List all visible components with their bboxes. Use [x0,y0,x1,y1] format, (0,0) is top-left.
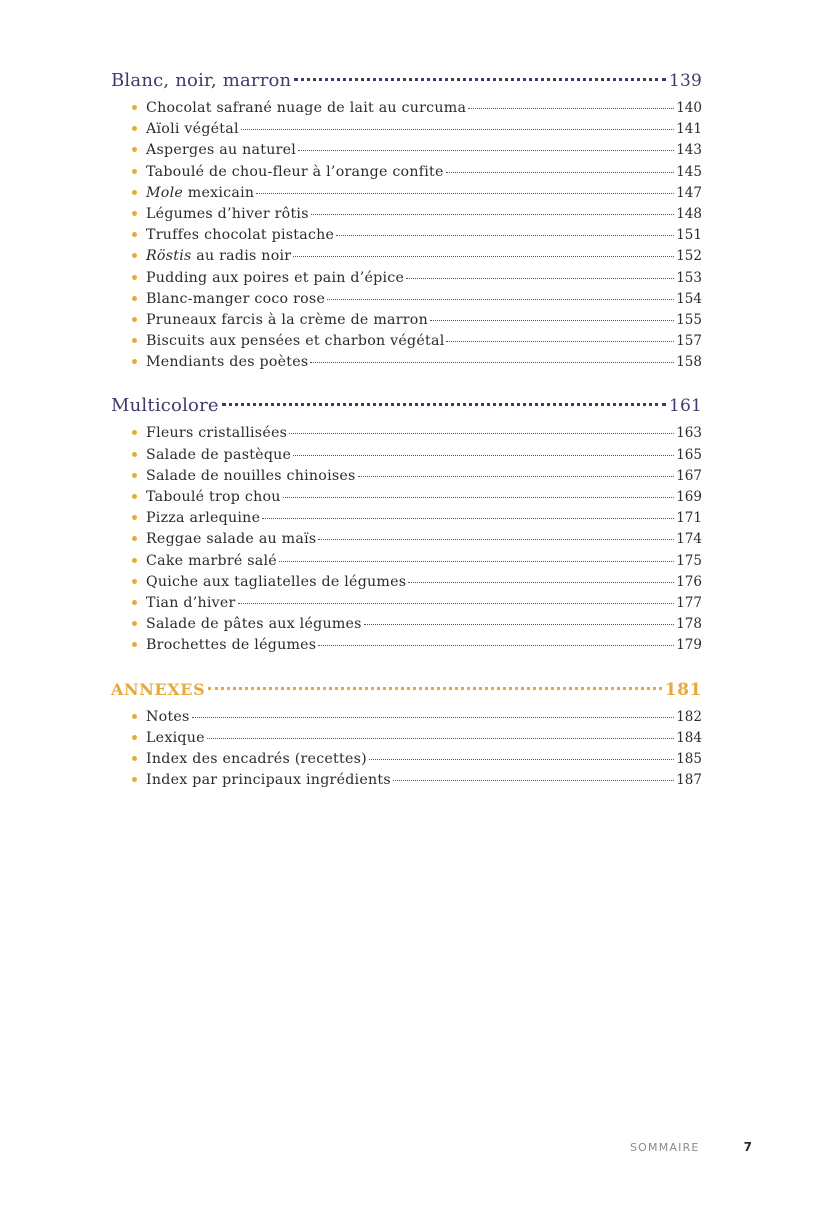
dot-leader [207,738,674,739]
page-footer [630,1140,752,1154]
dot-leader [279,561,674,562]
toc-entry[interactable] [146,423,702,444]
toc-entry[interactable] [146,728,702,749]
entry-label [146,331,444,352]
entry-label-text: Reggae salade au maïs [146,531,317,548]
entry-page-number: 176 [676,573,702,590]
bullet-icon [132,473,137,478]
entry-label [146,162,444,183]
bullet-icon [132,579,137,584]
entry-label-rest: mexicain [187,184,255,201]
bullet-icon [132,714,137,719]
entry-page-number: 152 [676,248,702,265]
dot-leader [318,645,674,646]
toc-entry[interactable] [146,707,702,728]
entry-label-text: Fleurs cristallisées [146,425,288,442]
entry-label-text: Notes [146,708,190,725]
entry-label-rest: au radis noir [196,248,292,265]
dot-leader [311,214,674,215]
entry-label [146,119,239,140]
toc-entry[interactable] [146,98,702,119]
bullet-icon [132,536,137,541]
bullet-icon [132,515,137,520]
entry-label [146,310,428,331]
entry-label [146,728,205,749]
entry-label [146,204,309,225]
entry-label [146,572,406,593]
toc-section [111,391,702,656]
toc-entry[interactable] [146,551,702,572]
entry-label-text: Pizza arlequine [146,510,261,527]
entry-page-number: 157 [676,333,702,350]
bullet-icon [132,735,137,740]
bullet-icon [132,494,137,499]
dot-leader [430,320,674,321]
entry-label-text: Salade de nouilles chinoises [146,467,356,484]
dot-leader [289,433,674,434]
entry-page-number: 155 [676,311,702,328]
toc-entry[interactable] [146,119,702,140]
entry-label-text: Lexique [146,729,205,746]
entry-label [146,445,291,466]
bullet-icon [132,211,137,216]
entry-label-text: Aïoli végétal [146,121,239,138]
dot-leader [298,150,674,151]
entry-label-text: Tian d’hiver [146,594,236,611]
bullet-icon [132,317,137,322]
entry-page-number: 153 [676,269,702,286]
entry-page-number: 141 [676,121,702,138]
bullet-icon [132,253,137,258]
entry-label-text: Légumes d’hiver rôtis [146,205,309,222]
entry-page-number: 151 [676,227,702,244]
bullet-icon [132,621,137,626]
bullet-icon [132,777,137,782]
toc-entry[interactable] [146,593,702,614]
toc-entry[interactable] [146,749,702,770]
entry-label [146,268,404,289]
toc-entry[interactable] [146,246,702,267]
dot-leader [406,278,674,279]
bullet-icon [132,756,137,761]
dot-leader [369,759,674,760]
entry-page-number: 187 [676,772,702,789]
dot-leader [208,687,661,690]
dot-leader [408,582,674,583]
dot-leader [262,518,674,519]
bullet-icon [132,296,137,301]
entry-label [146,551,277,572]
dot-leader [310,362,674,363]
entry-page-number: 171 [676,510,702,527]
bullet-icon [132,642,137,647]
entry-label-text: Chocolat safrané nuage de lait au curcuma [146,100,467,116]
toc-entry[interactable] [146,225,702,246]
running-head: SOMMAIRE [630,1141,700,1154]
entry-label [146,352,308,373]
entry-label [146,749,367,770]
dot-leader [318,539,674,540]
toc-entry[interactable] [146,140,702,161]
dot-leader [393,780,674,781]
section-title: Multicolore [111,395,219,417]
bullet-icon [132,275,137,280]
bullet-icon [132,600,137,605]
entry-page-number: 179 [676,637,702,654]
bullet-icon [132,190,137,195]
page-number: 7 [743,1140,752,1154]
entry-label [146,466,356,487]
toc-entry[interactable] [146,635,702,656]
dot-leader [241,129,674,130]
toc-entry[interactable] [146,770,702,791]
bullet-icon [132,232,137,237]
entry-label-text: Index des encadrés (recettes) [146,750,367,767]
entry-label-text: Asperges au naturel [146,142,297,159]
entry-page-number: 178 [676,616,702,633]
table-of-contents [111,66,702,809]
entry-label [146,635,316,656]
dot-leader [446,172,675,173]
bullet-icon [132,105,137,110]
dot-leader [192,717,675,718]
entry-page-number: 182 [676,708,702,725]
entry-label [146,614,362,635]
entry-page-number: 148 [676,205,702,222]
toc-entry[interactable] [146,183,702,204]
entry-page-number: 169 [676,489,702,505]
entry-page-number: 140 [676,100,702,116]
entry-label [146,246,291,267]
entry-label [146,289,325,310]
entry-label [146,770,391,791]
entry-page-number: 185 [676,750,702,767]
entry-label-text: Mendiants des poètes [146,354,309,371]
dot-leader [293,455,674,456]
dot-leader [283,497,675,498]
toc-entry[interactable] [146,268,702,289]
toc-section [111,66,702,373]
section-page-number: 181 [664,679,702,700]
section-page-number: 161 [668,396,702,417]
entry-italic-term: Mole [146,184,184,201]
dot-leader [468,108,674,109]
entry-label [146,225,334,246]
entry-label [146,593,236,614]
dot-leader [358,476,675,477]
entry-page-number: 175 [676,552,702,569]
entry-label [146,707,190,728]
dot-leader [364,624,675,625]
toc-entry[interactable] [146,310,702,331]
entry-page-number: 174 [676,531,702,548]
entry-list [111,423,702,656]
dot-leader [294,78,666,81]
entry-label-text: Blanc-manger coco rose [146,290,326,307]
entry-list [111,707,702,792]
entry-page-number: 143 [676,142,702,159]
entry-label-text: Brochettes de légumes [146,637,317,654]
entry-list [111,98,702,373]
entry-label-text: Salade de pâtes aux légumes [146,616,362,633]
entry-label-text: Index par principaux ingrédients [146,772,391,789]
toc-entry[interactable] [146,445,702,466]
dot-leader [238,603,675,604]
section-heading[interactable] [111,675,702,705]
toc-entry[interactable] [146,572,702,593]
bullet-icon [132,452,137,457]
entry-page-number: 184 [676,729,702,746]
bullet-icon [132,338,137,343]
entry-label-text: Pruneaux farcis à la crème de marron [146,311,428,328]
entry-label [146,183,254,204]
entry-label-text: Truffes chocolat pistache [146,227,335,244]
toc-entry[interactable] [146,352,702,373]
entry-label-text: Salade de pastèque [146,446,292,463]
entry-label-text: Taboulé trop chou [146,489,281,505]
toc-entry[interactable] [146,162,702,183]
entry-page-number: 177 [676,594,702,611]
toc-entry[interactable] [146,204,702,225]
toc-entry[interactable] [146,487,702,508]
entry-label [146,423,287,444]
dot-leader [256,193,674,194]
toc-entry[interactable] [146,331,702,352]
entry-page-number: 147 [676,184,702,201]
entry-page-number: 158 [676,354,702,371]
bullet-icon [132,126,137,131]
toc-entry[interactable] [146,508,702,529]
entry-label [146,487,281,508]
dot-leader [446,341,674,342]
entry-label [146,529,316,550]
section-heading[interactable] [111,391,702,421]
section-heading[interactable] [111,66,702,96]
toc-entry[interactable] [146,289,702,310]
entry-italic-term: Röstis [146,248,192,265]
entry-page-number: 165 [676,446,702,463]
bullet-icon [132,430,137,435]
section-title: Blanc, noir, marron [111,70,292,91]
bullet-icon [132,169,137,174]
entry-label-text: Quiche aux tagliatelles de légumes [146,573,407,590]
entry-page-number: 154 [676,290,702,307]
toc-entry[interactable] [146,466,702,487]
bullet-icon [132,147,137,152]
dot-leader [336,235,674,236]
dot-leader [222,403,666,406]
bullet-icon [132,359,137,364]
bullet-icon [132,558,137,563]
entry-label-text: Taboulé de chou-fleur à l’orange confite [146,163,444,180]
section-title: ANNEXES [111,679,206,699]
entry-label-text: Biscuits aux pensées et charbon végétal [146,333,445,350]
entry-page-number: 145 [676,163,702,180]
entry-label-text: Cake marbré salé [146,552,277,569]
entry-label [146,98,466,119]
entry-label [146,508,260,529]
toc-entry[interactable] [146,529,702,550]
entry-label-text: Pudding aux poires et pain d’épice [146,269,405,286]
entry-page-number: 163 [676,425,702,442]
entry-label [146,140,296,161]
entry-page-number: 167 [676,467,702,484]
section-page-number: 139 [668,71,702,91]
toc-section [111,675,702,792]
toc-entry[interactable] [146,614,702,635]
dot-leader [293,256,674,257]
dot-leader [327,299,674,300]
